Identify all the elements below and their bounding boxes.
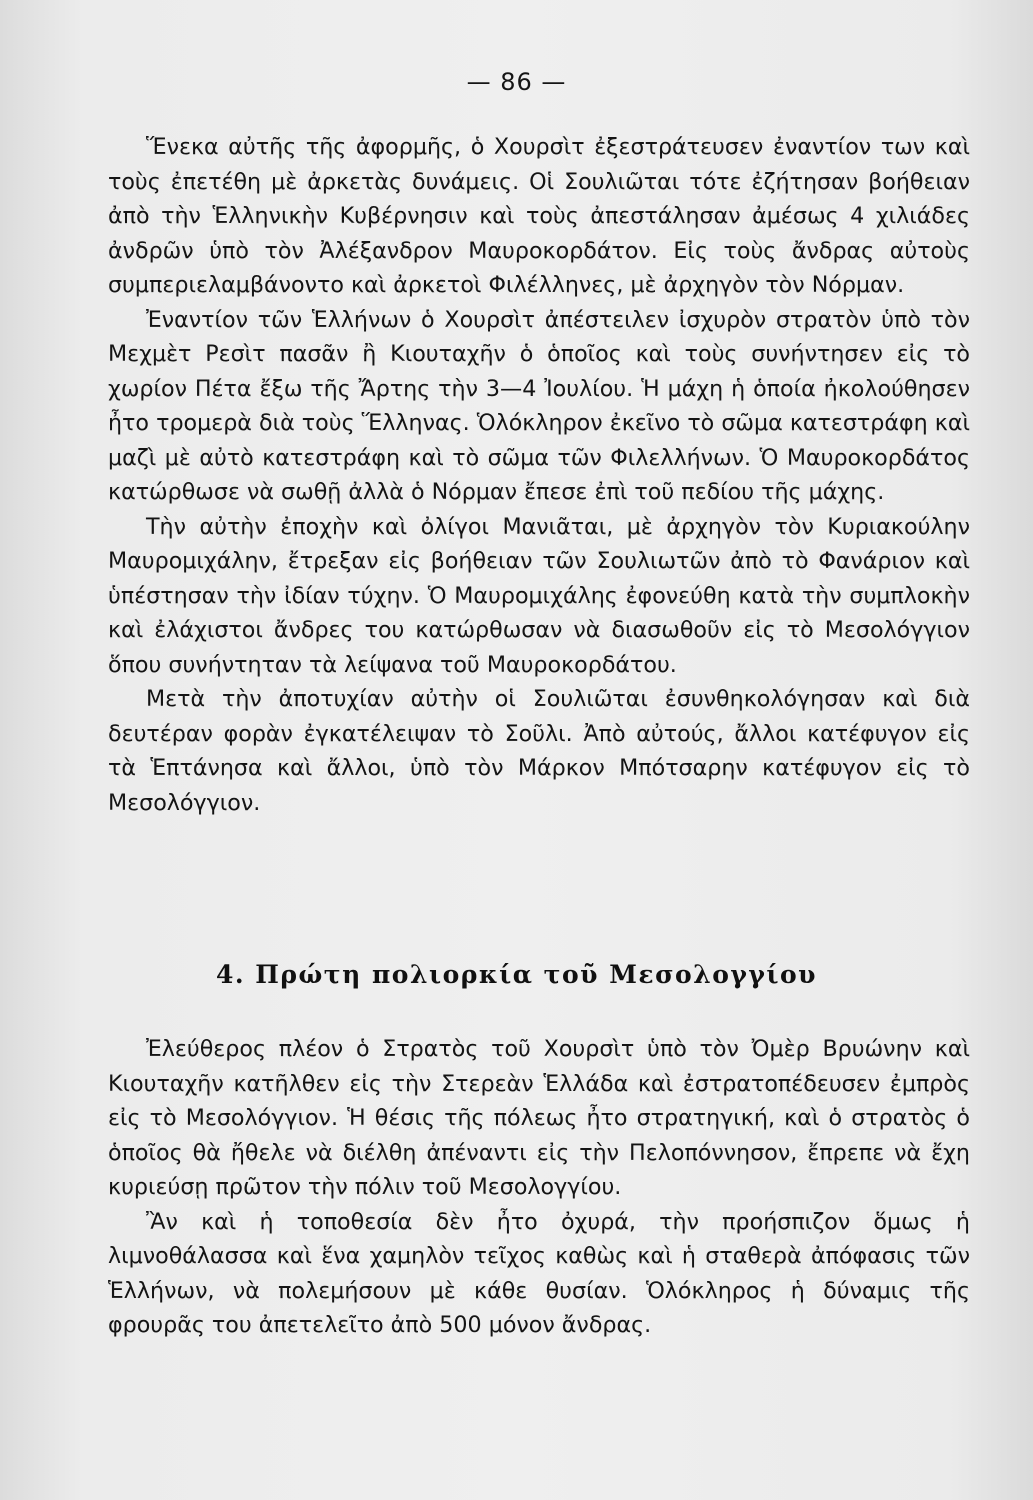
paragraph: Ἐλεύθερος πλέον ὁ Στρατὸς τοῦ Χουρσὶτ ὑπὸ τὸν Ὀμὲρ Βρυώνην καὶ Κιουταχῆν κατῆλθεν εἰς τὴν Στερεὰν Ἑλλάδα καὶ ἐστρατοπέδευσεν ἐμπρὸς εἰς τὸ Μεσολόγγιον. Ἡ θέσις τῆς πόλεως ἦτο στρατηγική, καὶ ὁ στρατὸς ὁ ὁποῖος θὰ ἤθελε νὰ διέλθη ἀπέναντι εἰς τὴν Πελοπόννησον, ἔπρεπε νὰ ἔχη κυριεύσῃ πρῶτον τὴν πόλιν τοῦ Μεσολογγίου. [108, 1036, 970, 1200]
paragraph: Τὴν αὐτὴν ἐποχὴν καὶ ὀλίγοι Μανιᾶται, μὲ ἀρχηγὸν τὸν Κυριακούλην Μαυρομιχάλην, ἔτρεξαν εἰς βοήθειαν τῶν Σουλιωτῶν ἀπὸ τὸ Φανάριον καὶ ὑπέστησαν τὴν ἰδίαν τύχην. Ὁ Μαυρομιχάλης ἐφονεύθη κατὰ τὴν συμπλοκὴν καὶ ἐλάχιστοι ἄνδρες του κατώρθωσαν νὰ διασωθοῦν εἰς τὸ Μεσολόγγιον ὅπου συνήντηταν τὰ λείψανα τοῦ Μαυροκορδάτου. [108, 513, 970, 678]
paragraph: Ἕνεκα αὐτῆς τῆς ἀφορμῆς, ὁ Χουρσὶτ ἐξεστράτευσεν ἐναντίον των καὶ τοὺς ἐπετέθη μὲ ἀρκετὰς δυνάμεις. Οἱ Σουλιῶται τότε ἐζήτησαν βοήθειαν ἀπὸ τὴν Ἑλληνικὴν Κυβέρνησιν καὶ τοὺς ἀπεστάλησαν ἀμέσως 4 χιλιάδες ἀνδρῶν ὑπὸ τὸν Ἀλέξανδρον Μαυροκορδάτον. Εἰς τοὺς ἄνδρας αὐτοὺς συμπεριελαμβάνοντο καὶ ἀρκετοὶ Φιλέλληνες, μὲ ἀρχηγὸν τὸν Νόρμαν. [108, 134, 970, 298]
paragraph: Ἐναντίον τῶν Ἑλλήνων ὁ Χουρσὶτ ἀπέστειλεν ἰσχυρὸν στρατὸν ὑπὸ τὸν Μεχμὲτ Ρεσὶτ πασᾶν ἢ Κιουταχῆν ὁ ὁποῖος καὶ τοὺς συνήντησεν εἰς τὸ χωρίον Πέτα ἔξω τῆς Ἄρτης τὴν 3—4 Ἰουλίου. Ἡ μάχη ἡ ὁποία ἠκολούθησεν ἦτο τρομερὰ διὰ τοὺς Ἕλληνας. Ὁλόκληρον ἐκεῖνο τὸ σῶμα κατεστράφη καὶ μαζὶ μὲ αὐτὸ κατεστράφη καὶ τὸ σῶμα τῶν Φιλελλήνων. Ὁ Μαυροκορδάτος κατώρθωσε νὰ σωθῇ ἀλλὰ ὁ Νόρμαν ἔπεσε ἐπὶ τοῦ πεδίου τῆς μάχης. [108, 306, 970, 505]
body-text-section-b [108, 1032, 970, 1343]
paragraph: Ἂν καὶ ἡ τοποθεσία δὲν ἦτο ὀχυρά, τὴν προήσπιζον ὅμως ἡ λιμνοθάλασσα καὶ ἕνα χαμηλὸν τεῖχος καθὼς καὶ ἡ σταθερὰ ἀπόφασις τῶν Ἑλλήνων, νὰ πολεμήσουν μὲ κάθε θυσίαν. Ὁλόκληρος ἡ δύναμις τῆς φρουρᾶς του ἀπετελεῖτο ἀπὸ 500 μόνον ἄνδρας. [108, 1208, 970, 1338]
paragraph: Μετὰ τὴν ἀποτυχίαν αὐτὴν οἱ Σουλιῶται ἐσυνθηκολόγησαν καὶ διὰ δευτέραν φορὰν ἐγκατέλειψαν τὸ Σοῦλι. Ἀπὸ αὐτούς, ἄλλοι κατέφυγον εἰς τὰ Ἑπτάνησα καὶ ἄλλοι, ὑπὸ τὸν Μάρκον Μπότσαρην κατέφυγον εἰς τὸ Μεσολόγγιον. [108, 686, 970, 816]
page-number: — 86 — [466, 68, 567, 96]
section-heading: 4. Πρώτη πολιορκία τοῦ Μεσολογγίου [215, 960, 818, 989]
body-text-section-a [108, 130, 970, 820]
